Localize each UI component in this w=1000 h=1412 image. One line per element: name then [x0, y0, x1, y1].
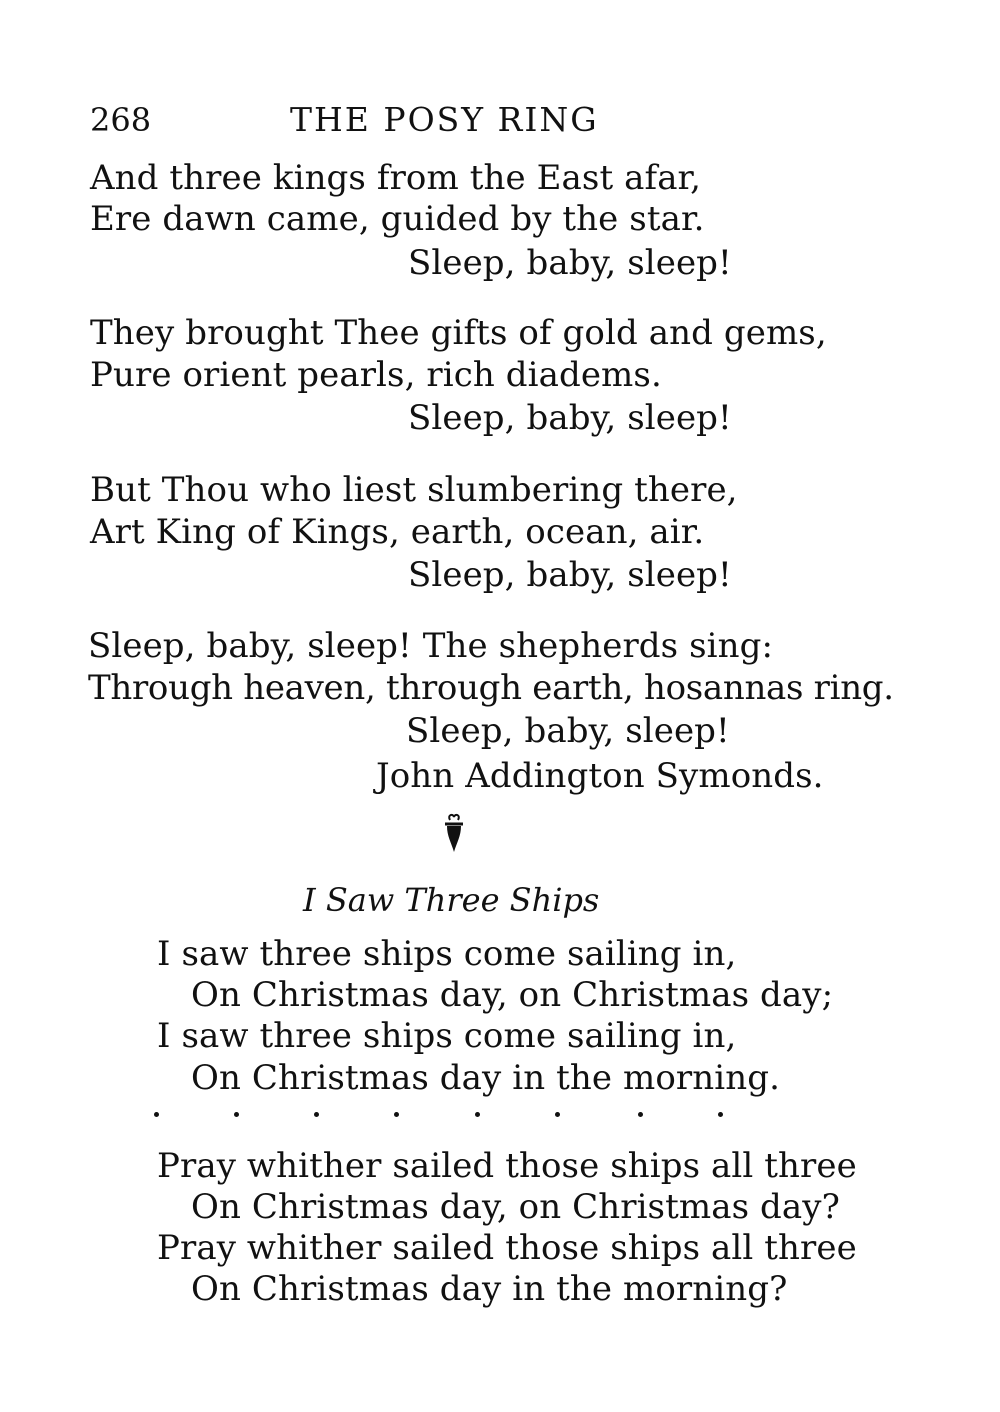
floral-ornament-icon: [441, 812, 467, 856]
poem-line: On Christmas day in the morning.: [191, 1058, 781, 1098]
poem-line: Through heaven, through earth, hosannas ring.: [88, 668, 894, 708]
poem-line: Sleep, baby, sleep! The shepherds sing:: [88, 626, 774, 666]
poem-line: On Christmas day in the morning?: [191, 1269, 788, 1309]
poem-line: Ere dawn came, guided by the star.: [90, 199, 705, 239]
refrain-line: Sleep, baby, sleep!: [408, 243, 732, 283]
running-title: THE POSY RING: [290, 100, 599, 139]
poem-line: On Christmas day, on Christmas day;: [191, 975, 834, 1015]
refrain-line: Sleep, baby, sleep!: [408, 398, 732, 438]
refrain-line: Sleep, baby, sleep!: [406, 711, 730, 751]
poem-line: I saw three ships come sailing in,: [157, 1016, 737, 1056]
poem-line: Art King of Kings, earth, ocean, air.: [90, 512, 705, 552]
poem-line: Pure orient pearls, rich diadems.: [90, 355, 662, 395]
poem-title: I Saw Three Ships: [303, 881, 600, 919]
poem-line: I saw three ships come sailing in,: [157, 934, 737, 974]
refrain-line: Sleep, baby, sleep!: [408, 555, 732, 595]
omitted-verses-ellipsis: [150, 1104, 750, 1124]
page-number: 268: [90, 101, 152, 139]
poem-line: And three kings from the East afar,: [90, 158, 702, 198]
author-attribution: John Addington Symonds.: [376, 756, 824, 796]
poem-line: They brought Thee gifts of gold and gems,: [90, 313, 827, 353]
poem-line: On Christmas day, on Christmas day?: [191, 1187, 840, 1227]
poem-line: But Thou who liest slumbering there,: [90, 470, 738, 510]
poem-line: Pray whither sailed those ships all three: [157, 1146, 857, 1186]
poem-line: Pray whither sailed those ships all three: [157, 1228, 857, 1268]
